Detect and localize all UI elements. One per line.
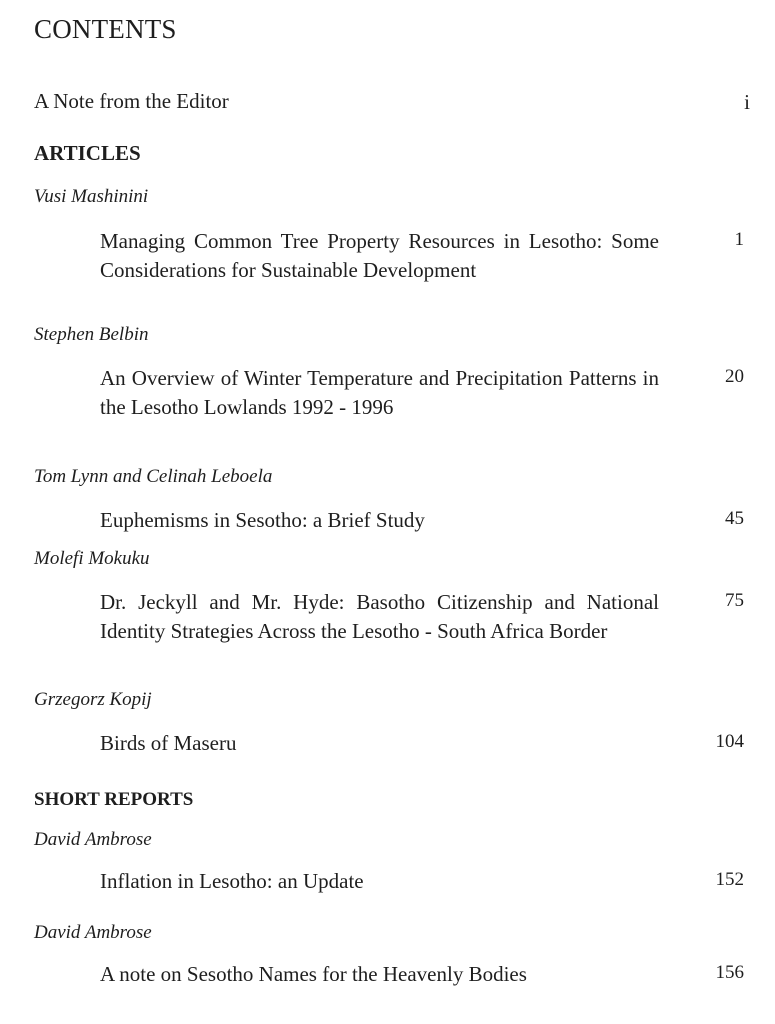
article-author: Stephen Belbin [34, 324, 149, 345]
report-page-number: 156 [715, 962, 744, 983]
article-page-number: 75 [725, 590, 744, 611]
toc-entry-editor-note-title: A Note from the Editor [34, 89, 229, 113]
report-page-number: 152 [715, 869, 744, 890]
article-title: Birds of Maseru [100, 731, 237, 755]
article-page-number: 45 [725, 508, 744, 529]
report-author: David Ambrose [34, 829, 152, 850]
section-heading-short-reports: SHORT REPORTS [34, 789, 194, 810]
toc-entry-editor-note-page: i [744, 90, 750, 114]
article-title: Euphemisms in Sesotho: a Brief Study [100, 508, 425, 532]
article-title: Dr. Jeckyll and Mr. Hyde: Basotho Citizenship and National Identity Strategies Across the Lesotho - South Africa Border [100, 590, 659, 643]
report-title: A note on Sesotho Names for the Heavenly Bodies [100, 962, 527, 986]
article-author: Grzegorz Kopij [34, 689, 152, 710]
page-title: CONTENTS [34, 14, 177, 44]
report-title: Inflation in Lesotho: an Update [100, 869, 364, 893]
article-author: Molefi Mokuku [34, 548, 150, 569]
article-title: Managing Common Tree Property Resources in Lesotho: Some Considerations for Sustainable Development [100, 229, 659, 282]
article-author: Tom Lynn and Celinah Leboela [34, 466, 273, 487]
article-title: An Overview of Winter Temperature and Precipitation Patterns in the Lesotho Lowlands 1992 - 1996 [100, 366, 659, 419]
article-page-number: 20 [725, 366, 744, 387]
report-author: David Ambrose [34, 922, 152, 943]
article-author: Vusi Mashinini [34, 186, 149, 207]
article-page-number: 104 [715, 731, 744, 752]
section-heading-articles: ARTICLES [34, 141, 141, 165]
article-page-number: 1 [734, 229, 744, 250]
